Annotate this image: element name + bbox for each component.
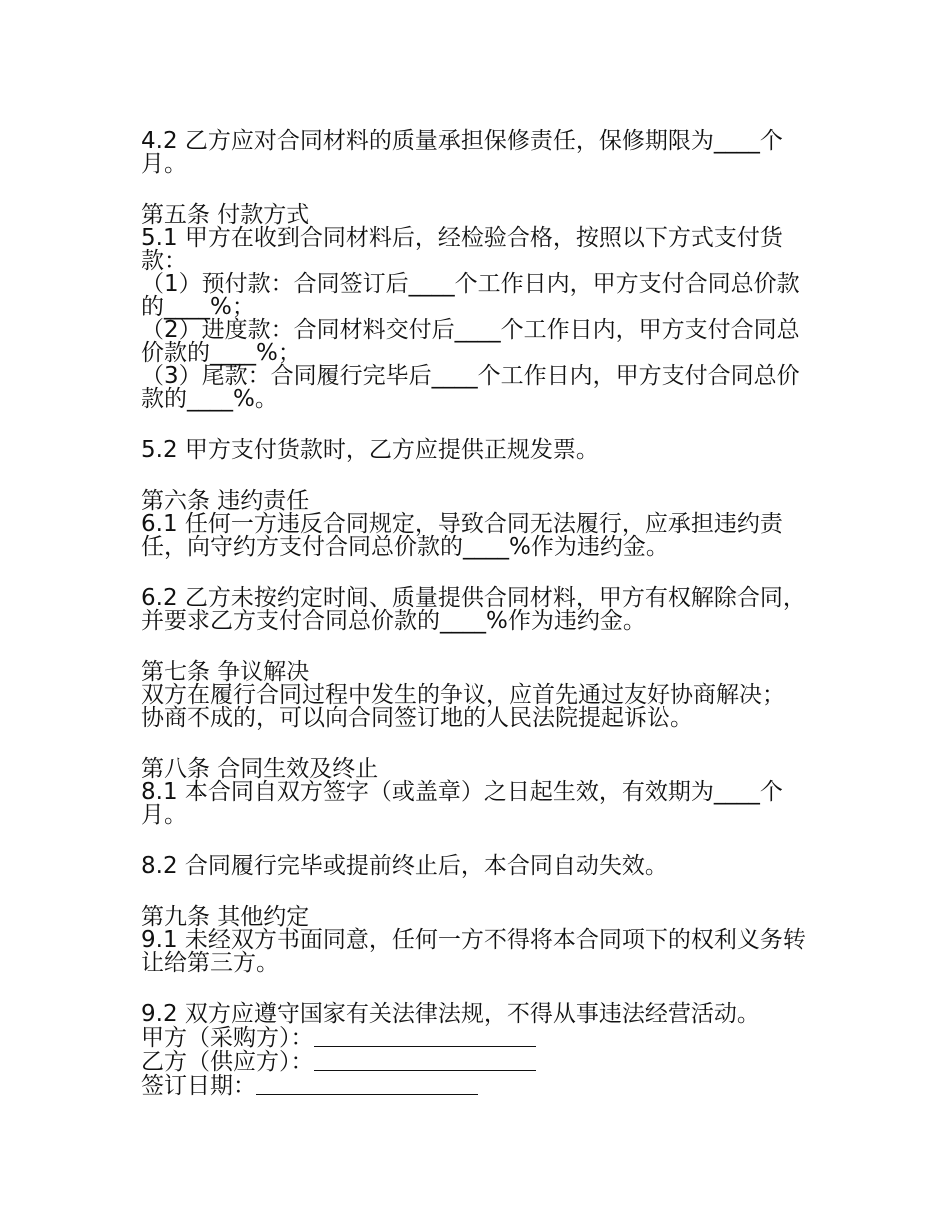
- article-7-title: 第七条 争议解决: [141, 659, 310, 685]
- clause-8-2: 8.2 合同履行完毕或提前终止后，本合同自动失效。: [141, 853, 668, 879]
- article-6-title: 第六条 违约责任: [141, 488, 310, 514]
- payment-item-2: （2）进度款：合同材料交付后____个工作日内，甲方支付合同总价款的____%；: [141, 317, 800, 366]
- clause-5-1: 5.1 甲方在收到合同材料后，经检验合格，按照以下方式支付货款：: [141, 225, 783, 274]
- party-a-blank[interactable]: [314, 1026, 536, 1047]
- party-b-label: 乙方（供应方）：: [141, 1049, 314, 1075]
- article-9-title: 第九条 其他约定: [141, 904, 310, 930]
- signing-date-blank[interactable]: [256, 1074, 478, 1095]
- party-a-label: 甲方（采购方）：: [141, 1025, 314, 1051]
- article-8-title: 第八条 合同生效及终止: [141, 756, 379, 782]
- party-a-signature-line: [141, 1026, 806, 1050]
- signing-date-label: 签订日期：: [141, 1073, 256, 1099]
- signing-date-line: [141, 1074, 806, 1098]
- payment-item-1: （1）预付款：合同签订后____个工作日内，甲方支付合同总价款的____%；: [141, 271, 800, 320]
- clause-7-body: 双方在履行合同过程中发生的争议，应首先通过友好协商解决；协商不成的，可以向合同签订地的人民法院提起诉讼。: [141, 682, 785, 731]
- clause-5-2: 5.2 甲方支付货款时，乙方应提供正规发票。: [141, 437, 599, 463]
- payment-item-3: （3）尾款：合同履行完毕后____个工作日内，甲方支付合同总价款的____%。: [141, 363, 800, 412]
- clause-6-1: 6.1 任何一方违反合同规定，导致合同无法履行，应承担违约责任，向守约方支付合同总价款的____%作为违约金。: [141, 511, 783, 560]
- clause-8-1: 8.1 本合同自双方签字（或盖章）之日起生效，有效期为____个月。: [141, 779, 783, 828]
- party-b-blank[interactable]: [314, 1050, 536, 1071]
- clause-9-2: 9.2 双方应遵守国家有关法律法规，不得从事违法经营活动。: [141, 1001, 760, 1027]
- party-b-signature-line: [141, 1050, 806, 1074]
- clause-9-1: 9.1 未经双方书面同意，任何一方不得将本合同项下的权利义务转让给第三方。: [141, 927, 806, 976]
- clause-4-2: 4.2 乙方应对合同材料的质量承担保修责任，保修期限为____个月。: [141, 128, 783, 177]
- contract-body: [141, 130, 806, 1098]
- clause-6-2: 6.2 乙方未按约定时间、质量提供合同材料，甲方有权解除合同，并要求乙方支付合同总价款的____%作为违约金。: [141, 585, 806, 634]
- article-5-title: 第五条 付款方式: [141, 202, 310, 228]
